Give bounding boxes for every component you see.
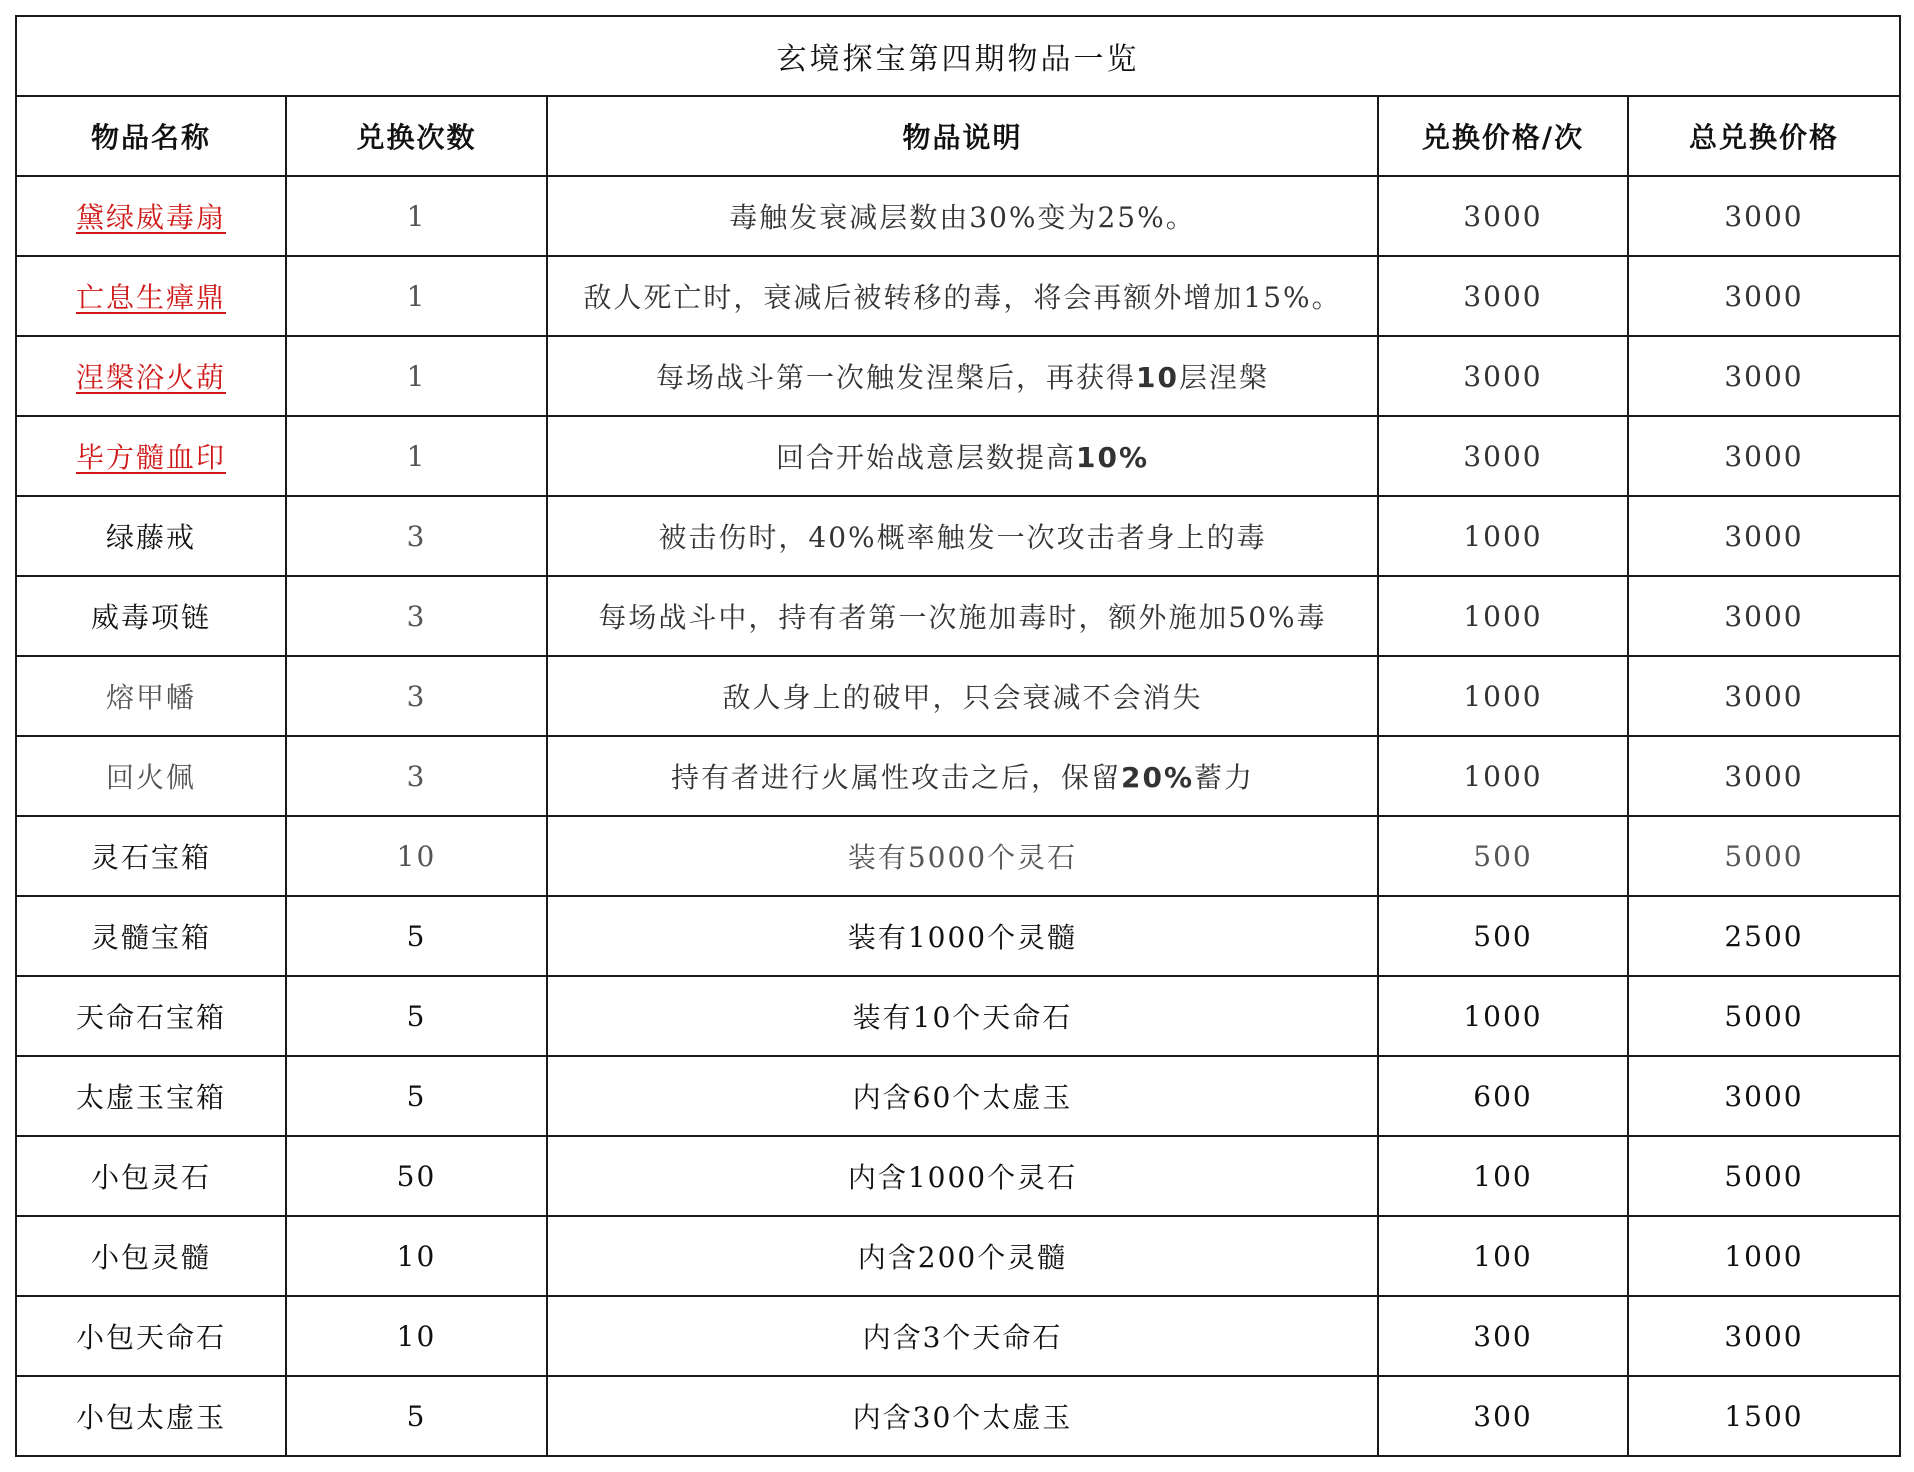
item-name: 熔甲幡 [16, 656, 286, 736]
table-row [16, 1056, 1900, 1136]
total-price: 3000 [1628, 176, 1900, 256]
desc-part: 蓄力 [1194, 761, 1255, 794]
item-name: 天命石宝箱 [16, 976, 286, 1056]
unit-price: 300 [1378, 1296, 1628, 1376]
item-description: 内含30个太虚玉 [547, 1376, 1378, 1456]
unit-price: 1000 [1378, 656, 1628, 736]
header-count: 兑换次数 [286, 96, 547, 176]
item-description [547, 736, 1378, 816]
unit-price: 3000 [1378, 336, 1628, 416]
items-table [15, 15, 1901, 1457]
total-price: 3000 [1628, 1296, 1900, 1376]
table-row [16, 1376, 1900, 1456]
header-total: 总兑换价格 [1628, 96, 1900, 176]
desc-part: 持有者进行火属性攻击之后，保留 [670, 761, 1121, 794]
item-description: 内含200个灵髓 [547, 1216, 1378, 1296]
header-name: 物品名称 [16, 96, 286, 176]
table-row [16, 1296, 1900, 1376]
exchange-count: 1 [286, 176, 547, 256]
exchange-count: 3 [286, 576, 547, 656]
item-name: 太虚玉宝箱 [16, 1056, 286, 1136]
table-row [16, 576, 1900, 656]
unit-price: 100 [1378, 1136, 1628, 1216]
item-description: 敌人身上的破甲，只会衰减不会消失 [547, 656, 1378, 736]
exchange-count: 10 [286, 816, 547, 896]
item-description: 装有10个天命石 [547, 976, 1378, 1056]
unit-price: 500 [1378, 896, 1628, 976]
table-row [16, 736, 1900, 816]
desc-highlight: 10 [1136, 361, 1179, 394]
header-desc: 物品说明 [547, 96, 1378, 176]
total-price: 3000 [1628, 656, 1900, 736]
unit-price: 1000 [1378, 576, 1628, 656]
unit-price: 3000 [1378, 176, 1628, 256]
unit-price: 500 [1378, 816, 1628, 896]
item-name: 小包太虚玉 [16, 1376, 286, 1456]
table-row [16, 1216, 1900, 1296]
desc-part: 层涅槃 [1178, 361, 1269, 394]
exchange-count: 3 [286, 656, 547, 736]
total-price: 3000 [1628, 416, 1900, 496]
item-description: 内含1000个灵石 [547, 1136, 1378, 1216]
table-row [16, 976, 1900, 1056]
item-description: 装有1000个灵髓 [547, 896, 1378, 976]
unit-price: 1000 [1378, 976, 1628, 1056]
total-price: 1500 [1628, 1376, 1900, 1456]
table-row [16, 1136, 1900, 1216]
total-price: 3000 [1628, 736, 1900, 816]
table-row [16, 336, 1900, 416]
table-row [16, 256, 1900, 336]
exchange-count: 10 [286, 1296, 547, 1376]
unit-price: 300 [1378, 1376, 1628, 1456]
unit-price: 3000 [1378, 256, 1628, 336]
item-name: 威毒项链 [16, 576, 286, 656]
desc-part: 每场战斗第一次触发涅槃后，再获得 [656, 361, 1137, 394]
total-price: 3000 [1628, 1056, 1900, 1136]
item-name: 小包灵髓 [16, 1216, 286, 1296]
total-price: 3000 [1628, 496, 1900, 576]
item-name-link[interactable]: 毕方髓血印 [75, 441, 226, 474]
item-name-link[interactable]: 亡息生瘴鼎 [75, 281, 226, 314]
item-description [547, 416, 1378, 496]
item-name: 绿藤戒 [16, 496, 286, 576]
total-price: 1000 [1628, 1216, 1900, 1296]
item-name-cell [16, 256, 286, 336]
total-price: 5000 [1628, 816, 1900, 896]
item-name-cell [16, 416, 286, 496]
item-description [547, 336, 1378, 416]
total-price: 2500 [1628, 896, 1900, 976]
exchange-count: 5 [286, 896, 547, 976]
header-price: 兑换价格/次 [1378, 96, 1628, 176]
item-name-link[interactable]: 黛绿威毒扇 [75, 201, 226, 234]
item-description: 内含60个太虚玉 [547, 1056, 1378, 1136]
desc-highlight: 20% [1120, 761, 1195, 794]
exchange-count: 1 [286, 256, 547, 336]
exchange-count: 50 [286, 1136, 547, 1216]
unit-price: 600 [1378, 1056, 1628, 1136]
total-price: 3000 [1628, 576, 1900, 656]
exchange-count: 5 [286, 1376, 547, 1456]
desc-highlight: 10% [1075, 441, 1150, 474]
item-name: 回火佩 [16, 736, 286, 816]
item-name: 灵石宝箱 [16, 816, 286, 896]
table-row [16, 416, 1900, 496]
exchange-count: 10 [286, 1216, 547, 1296]
table-row [16, 896, 1900, 976]
item-name: 小包灵石 [16, 1136, 286, 1216]
exchange-count: 3 [286, 496, 547, 576]
unit-price: 3000 [1378, 416, 1628, 496]
item-description: 被击伤时，40%概率触发一次攻击者身上的毒 [547, 496, 1378, 576]
unit-price: 100 [1378, 1216, 1628, 1296]
exchange-count: 1 [286, 336, 547, 416]
table-row [16, 656, 1900, 736]
item-description: 每场战斗中，持有者第一次施加毒时，额外施加50%毒 [547, 576, 1378, 656]
item-name-cell [16, 176, 286, 256]
item-name-link[interactable]: 涅槃浴火葫 [75, 361, 226, 394]
total-price: 5000 [1628, 976, 1900, 1056]
table-row [16, 176, 1900, 256]
table-title: 玄境探宝第四期物品一览 [16, 16, 1900, 96]
total-price: 5000 [1628, 1136, 1900, 1216]
item-description: 毒触发衰减层数由30%变为25%。 [547, 176, 1378, 256]
unit-price: 1000 [1378, 496, 1628, 576]
item-description: 装有5000个灵石 [547, 816, 1378, 896]
desc-part: 回合开始战意层数提高 [775, 441, 1076, 474]
exchange-count: 1 [286, 416, 547, 496]
header-row [16, 96, 1900, 176]
total-price: 3000 [1628, 336, 1900, 416]
unit-price: 1000 [1378, 736, 1628, 816]
exchange-count: 3 [286, 736, 547, 816]
item-name: 小包天命石 [16, 1296, 286, 1376]
item-name: 灵髓宝箱 [16, 896, 286, 976]
item-name-cell [16, 336, 286, 416]
title-row [16, 16, 1900, 96]
item-description: 内含3个天命石 [547, 1296, 1378, 1376]
exchange-count: 5 [286, 976, 547, 1056]
table-row [16, 496, 1900, 576]
item-description: 敌人死亡时，衰减后被转移的毒，将会再额外增加15%。 [547, 256, 1378, 336]
table-row [16, 816, 1900, 896]
exchange-count: 5 [286, 1056, 547, 1136]
total-price: 3000 [1628, 256, 1900, 336]
